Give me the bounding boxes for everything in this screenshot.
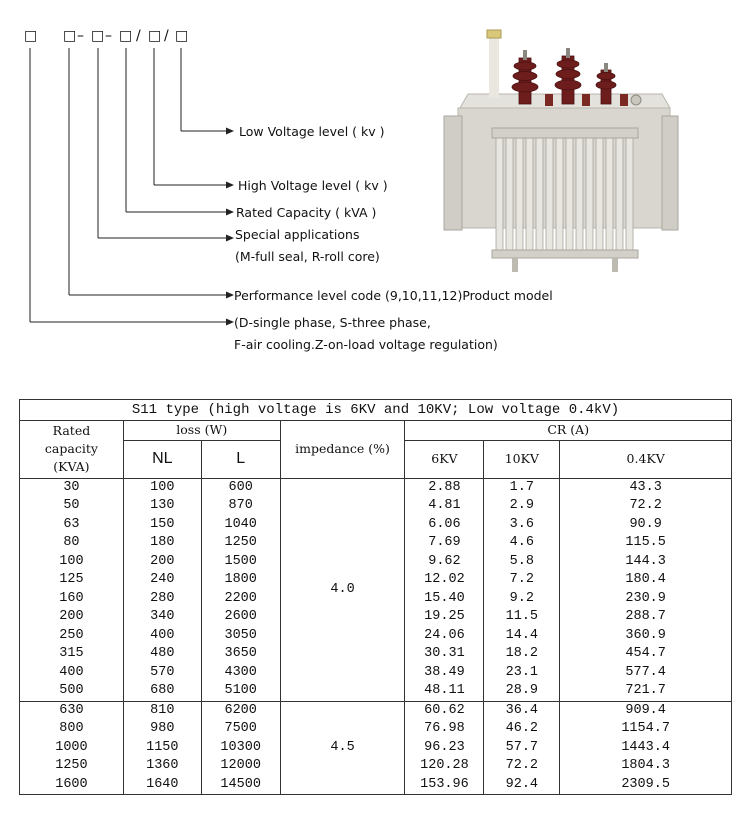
cell-capacity: 200 xyxy=(20,608,124,627)
cell-cr-6kv: 120.28 xyxy=(405,757,484,776)
cell-capacity: 1250 xyxy=(20,757,124,776)
cell-impedance: 4.0 xyxy=(280,478,405,701)
cell-cr-10kv: 72.2 xyxy=(484,757,560,776)
cell-capacity: 125 xyxy=(20,571,124,590)
cell-cr-04kv: 144.3 xyxy=(560,553,732,572)
cell-l: 14500 xyxy=(201,776,280,795)
header-impedance: impedance (%) xyxy=(280,421,405,479)
cell-cr-04kv: 360.9 xyxy=(560,627,732,646)
cell-nl: 570 xyxy=(123,664,201,683)
cell-cr-6kv: 15.40 xyxy=(405,590,484,609)
cell-cr-10kv: 11.5 xyxy=(484,608,560,627)
code-slash-2: / xyxy=(164,28,169,44)
cell-cr-04kv: 72.2 xyxy=(560,497,732,516)
cell-nl: 280 xyxy=(123,590,201,609)
code-box-1: □ xyxy=(24,28,38,44)
cell-cr-10kv: 14.4 xyxy=(484,627,560,646)
cell-cr-10kv: 36.4 xyxy=(484,701,560,720)
code-box-6: □ xyxy=(175,28,189,44)
cell-l: 2600 xyxy=(201,608,280,627)
cell-l: 5100 xyxy=(201,682,280,701)
header-04kv: 0.4KV xyxy=(560,440,732,478)
label-phase-line2: F-air cooling.Z-on-load voltage regulation) xyxy=(234,337,498,352)
code-box-3: □ xyxy=(91,28,105,44)
cell-capacity: 50 xyxy=(20,497,124,516)
header-6kv: 6KV xyxy=(405,440,484,478)
cell-cr-10kv: 23.1 xyxy=(484,664,560,683)
cell-l: 2200 xyxy=(201,590,280,609)
cell-capacity: 80 xyxy=(20,534,124,553)
header-loss: loss (W) xyxy=(123,421,280,441)
cell-cr-10kv: 57.7 xyxy=(484,739,560,758)
cell-cr-10kv: 7.2 xyxy=(484,571,560,590)
cell-cr-04kv: 180.4 xyxy=(560,571,732,590)
cell-cr-04kv: 1154.7 xyxy=(560,720,732,739)
cell-impedance: 4.5 xyxy=(280,701,405,795)
cell-nl: 480 xyxy=(123,645,201,664)
label-rated-capacity: Rated Capacity ( kVA ) xyxy=(236,205,377,220)
cell-capacity: 1600 xyxy=(20,776,124,795)
cell-cr-04kv: 909.4 xyxy=(560,701,732,720)
cell-cr-6kv: 96.23 xyxy=(405,739,484,758)
cell-cr-10kv: 28.9 xyxy=(484,682,560,701)
cell-cr-04kv: 2309.5 xyxy=(560,776,732,795)
cell-capacity: 800 xyxy=(20,720,124,739)
cell-cr-04kv: 90.9 xyxy=(560,516,732,535)
cell-l: 1250 xyxy=(201,534,280,553)
cell-l: 3650 xyxy=(201,645,280,664)
cell-nl: 1150 xyxy=(123,739,201,758)
cell-l: 1500 xyxy=(201,553,280,572)
cell-cr-04kv: 115.5 xyxy=(560,534,732,553)
cell-capacity: 1000 xyxy=(20,739,124,758)
cell-capacity: 500 xyxy=(20,682,124,701)
cell-cr-04kv: 1804.3 xyxy=(560,757,732,776)
header-nl: NL xyxy=(123,440,201,478)
table-row xyxy=(20,701,732,720)
cell-l: 12000 xyxy=(201,757,280,776)
cell-cr-10kv: 2.9 xyxy=(484,497,560,516)
code-dash-1: – xyxy=(77,28,84,44)
cell-nl: 980 xyxy=(123,720,201,739)
cell-capacity: 100 xyxy=(20,553,124,572)
arrowheads xyxy=(226,128,234,326)
cell-cr-6kv: 2.88 xyxy=(405,478,484,497)
cell-nl: 100 xyxy=(123,478,201,497)
cell-cr-04kv: 1443.4 xyxy=(560,739,732,758)
cell-nl: 340 xyxy=(123,608,201,627)
model-code-diagram xyxy=(0,0,750,380)
label-low-voltage: Low Voltage level ( kv ) xyxy=(239,124,385,139)
cell-cr-10kv: 46.2 xyxy=(484,720,560,739)
cell-nl: 1640 xyxy=(123,776,201,795)
cell-nl: 150 xyxy=(123,516,201,535)
cell-cr-10kv: 3.6 xyxy=(484,516,560,535)
cell-cr-04kv: 288.7 xyxy=(560,608,732,627)
cell-cr-6kv: 9.62 xyxy=(405,553,484,572)
code-box-2: □ xyxy=(63,28,77,44)
table-row xyxy=(20,478,732,497)
cell-nl: 130 xyxy=(123,497,201,516)
header-rated-capacity: Rated capacity (KVA) xyxy=(20,421,124,479)
cell-nl: 200 xyxy=(123,553,201,572)
cell-cr-6kv: 38.49 xyxy=(405,664,484,683)
cell-l: 7500 xyxy=(201,720,280,739)
cell-cr-6kv: 76.98 xyxy=(405,720,484,739)
cell-cr-6kv: 60.62 xyxy=(405,701,484,720)
cell-nl: 180 xyxy=(123,534,201,553)
cell-cr-04kv: 721.7 xyxy=(560,682,732,701)
label-high-voltage: High Voltage level ( kv ) xyxy=(238,178,388,193)
transformer-image xyxy=(440,30,682,272)
cell-nl: 810 xyxy=(123,701,201,720)
leader-lines xyxy=(30,48,228,322)
code-box-5: □ xyxy=(148,28,162,44)
cell-capacity: 400 xyxy=(20,664,124,683)
cell-cr-6kv: 12.02 xyxy=(405,571,484,590)
cell-capacity: 160 xyxy=(20,590,124,609)
cell-l: 4300 xyxy=(201,664,280,683)
cell-cr-10kv: 92.4 xyxy=(484,776,560,795)
cell-cr-10kv: 5.8 xyxy=(484,553,560,572)
cell-cr-6kv: 7.69 xyxy=(405,534,484,553)
label-phase-line1: (D-single phase, S-three phase, xyxy=(234,315,431,330)
cell-cr-04kv: 454.7 xyxy=(560,645,732,664)
cell-l: 6200 xyxy=(201,701,280,720)
cell-capacity: 250 xyxy=(20,627,124,646)
header-10kv: 10KV xyxy=(484,440,560,478)
cell-l: 1040 xyxy=(201,516,280,535)
label-special-detail: (M-full seal, R-roll core) xyxy=(235,249,380,264)
cell-cr-10kv: 18.2 xyxy=(484,645,560,664)
cell-cr-6kv: 6.06 xyxy=(405,516,484,535)
cell-cr-6kv: 24.06 xyxy=(405,627,484,646)
table-title: S11 type (high voltage is 6KV and 10KV; Low voltage 0.4kV) xyxy=(20,400,732,421)
cell-nl: 1360 xyxy=(123,757,201,776)
cell-cr-10kv: 4.6 xyxy=(484,534,560,553)
cell-nl: 680 xyxy=(123,682,201,701)
cell-cr-6kv: 19.25 xyxy=(405,608,484,627)
cell-capacity: 30 xyxy=(20,478,124,497)
cell-nl: 400 xyxy=(123,627,201,646)
cell-cr-04kv: 43.3 xyxy=(560,478,732,497)
cell-l: 600 xyxy=(201,478,280,497)
code-box-4: □ xyxy=(119,28,133,44)
cell-cr-10kv: 9.2 xyxy=(484,590,560,609)
spec-table xyxy=(19,399,732,795)
cell-cr-6kv: 48.11 xyxy=(405,682,484,701)
code-slash-1: / xyxy=(136,28,141,44)
cell-nl: 240 xyxy=(123,571,201,590)
cell-l: 870 xyxy=(201,497,280,516)
cell-capacity: 315 xyxy=(20,645,124,664)
cell-cr-6kv: 153.96 xyxy=(405,776,484,795)
cell-l: 10300 xyxy=(201,739,280,758)
cell-cr-04kv: 230.9 xyxy=(560,590,732,609)
cell-l: 1800 xyxy=(201,571,280,590)
label-performance: Performance level code (9,10,11,12)Product model xyxy=(234,288,553,303)
header-cr: CR (A) xyxy=(405,421,732,441)
cell-cr-04kv: 577.4 xyxy=(560,664,732,683)
cell-cr-6kv: 30.31 xyxy=(405,645,484,664)
code-dash-2: – xyxy=(105,28,112,44)
cell-cr-6kv: 4.81 xyxy=(405,497,484,516)
cell-cr-10kv: 1.7 xyxy=(484,478,560,497)
cell-capacity: 63 xyxy=(20,516,124,535)
cell-capacity: 630 xyxy=(20,701,124,720)
cell-l: 3050 xyxy=(201,627,280,646)
label-special-applications: Special applications xyxy=(235,227,360,242)
header-l: L xyxy=(201,440,280,478)
